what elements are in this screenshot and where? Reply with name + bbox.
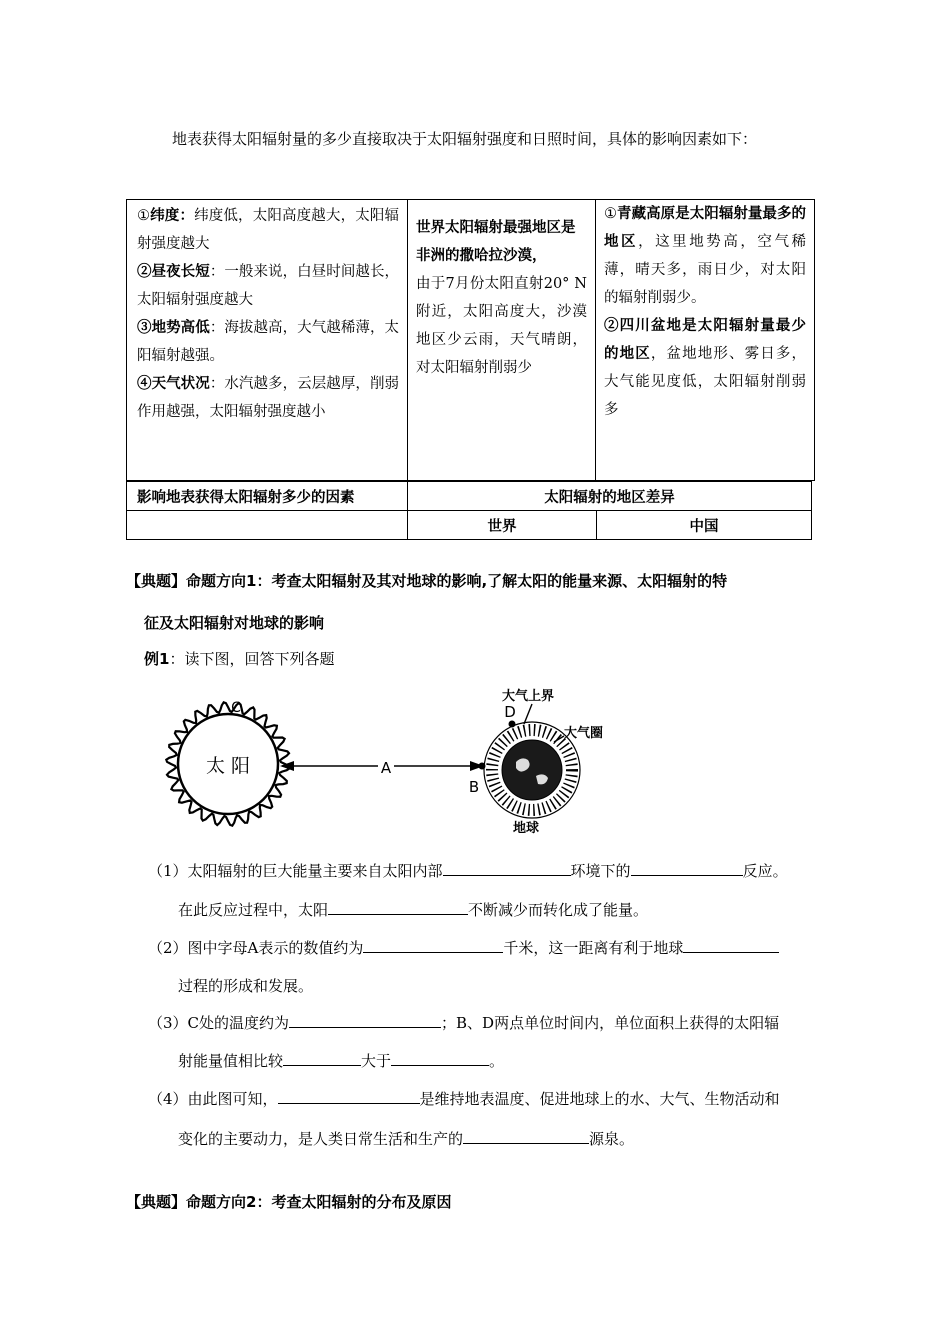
question-3-line2: 射能量值相比较 大于 。 [178, 1052, 505, 1070]
blank-8[interactable] [391, 1051, 489, 1066]
china-tibet: ①青藏高原是太阳辐射量最多的地区，这里地势高，空气稀薄，晴天多，雨日少，对太阳的辐射削弱少。 [604, 205, 807, 306]
blank-7[interactable] [283, 1051, 361, 1066]
intro-paragraph: 地表获得太阳辐射量的多少直接取决于太阳辐射强度和日照时间，具体的影响因素如下： [172, 130, 758, 148]
blank-4[interactable] [363, 938, 503, 953]
china-column [596, 200, 814, 480]
blank-1[interactable] [443, 861, 571, 876]
china-label: 中国 [597, 511, 812, 540]
topic1-line1: 【典题】命题方向1：考查太阳辐射及其对地球的影响,了解太阳的能量来源、太阳辐射的特 [126, 572, 728, 590]
topic1-line2: 征及太阳辐射对地球的影响 [144, 614, 325, 632]
label-d: D [504, 703, 516, 721]
question-1-line1: （1）太阳辐射的巨大能量主要来自太阳内部 环境下的 反应。 [148, 862, 788, 880]
factor-weather: ④天气状况：水汽越多，云层越厚，削弱作用越强，太阳辐射强度越小 [137, 375, 400, 420]
empty-cell [127, 511, 408, 540]
question-2-line2: 过程的形成和发展。 [178, 977, 314, 995]
blank-2[interactable] [631, 861, 743, 876]
question-4-line2: 变化的主要动力，是人类日常生活和生产的 源泉。 [178, 1130, 635, 1148]
blank-6[interactable] [289, 1013, 441, 1028]
label-atmosphere: 大气圈 [564, 726, 604, 741]
sun-earth-diagram [160, 684, 636, 840]
world-reason: 由于7月份太阳直射20° N附近，太阳高度大，沙漠地区少云雨，天气晴朗，对太阳辐射削弱少 [416, 276, 587, 376]
china-sichuan: ②四川盆地是太阳辐射量最少的地区，盆地地形、雾日多，大气能见度低，太阳辐射削弱多 [604, 317, 806, 418]
factor-day-length: ②昼夜长短：一般来说，白昼时间越长，太阳辐射强度越大 [137, 263, 400, 308]
factors-table [126, 199, 815, 481]
topic2-heading: 【典题】命题方向2：考查太阳辐射的分布及原因 [126, 1193, 452, 1211]
point-b [479, 763, 486, 770]
header-table [126, 481, 812, 540]
question-2-line1: （2）图中字母A表示的数值约为 千米，这一距离有利于地球 [148, 937, 779, 958]
factor-header: 影响地表获得太阳辐射多少的因素 [127, 482, 408, 511]
sun-earth-figure [160, 684, 636, 840]
label-a: A [380, 759, 392, 777]
point-d [509, 721, 516, 728]
upper-pointer [524, 704, 532, 724]
factor-latitude: ①纬度：纬度低，太阳高度越大，太阳辐射强度越大 [137, 207, 400, 252]
blank-9[interactable] [278, 1089, 420, 1104]
example-label: 例1：读下图，回答下列各题 [144, 650, 335, 668]
blank-10[interactable] [463, 1129, 589, 1144]
region-header: 太阳辐射的地区差异 [408, 482, 812, 511]
sun-label: 太 阳 [205, 755, 251, 777]
earth-body [502, 740, 562, 800]
question-4-line1: （4）由此图可知， 是维持地表温度、促进地球上的水、大气、生物活动和 [148, 1090, 780, 1108]
question-1-line2: 在此反应过程中，太阳 不断减少而转化成了能量。 [178, 901, 649, 919]
world-label: 世界 [408, 511, 597, 540]
world-strongest-region: 世界太阳辐射最强地区是非洲的撒哈拉沙漠， [416, 219, 576, 264]
label-b: B [468, 778, 480, 796]
question-3-line1: （3）C处的温度约为 ；B、D两点单位时间内，单位面积上获得的太阳辐 [148, 1014, 780, 1032]
label-upper-atmosphere: 大气上界 [501, 689, 555, 704]
world-column [408, 200, 596, 480]
blank-5[interactable] [683, 938, 779, 953]
label-earth: 地球 [512, 821, 540, 836]
factors-column [127, 200, 408, 480]
blank-3[interactable] [328, 900, 468, 915]
factor-elevation: ③地势高低：海拔越高，大气越稀薄，太阳辐射越强。 [137, 319, 400, 364]
label-c: C [231, 700, 241, 716]
